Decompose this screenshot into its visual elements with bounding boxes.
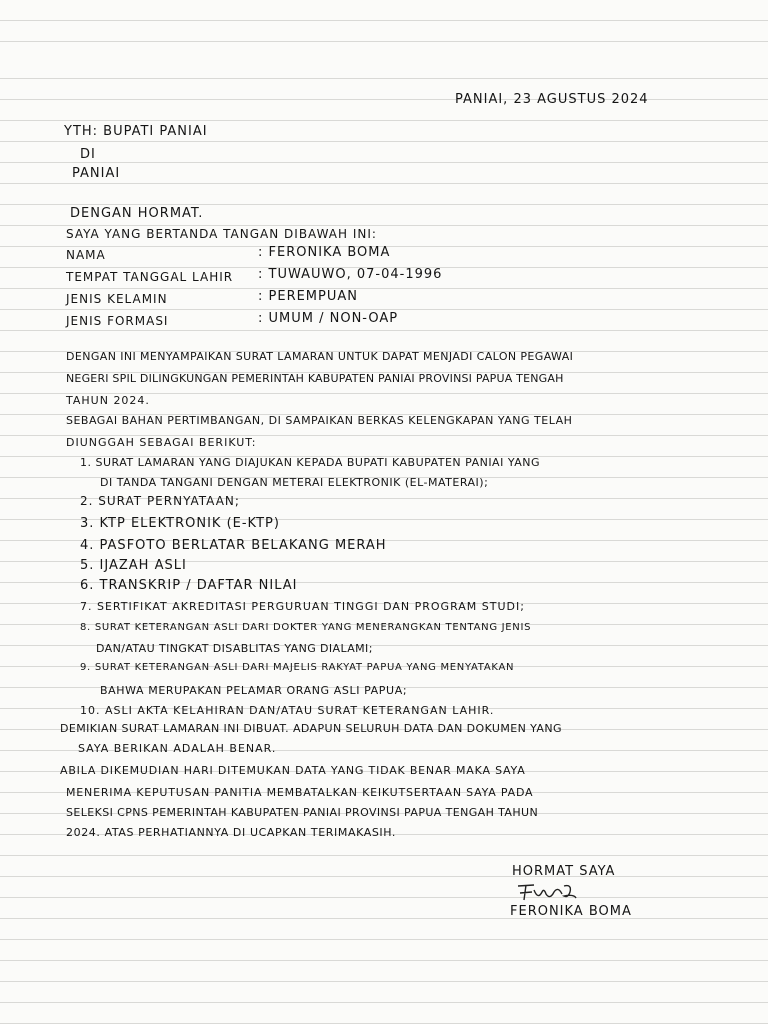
signoff: HORMAT SAYA xyxy=(512,864,616,879)
field-label: JENIS FORMASI xyxy=(66,314,169,328)
signature-name: FERONIKA BOMA xyxy=(510,904,632,919)
list-item: 2. SURAT PERNYATAAN; xyxy=(80,494,240,508)
list-item: 10. ASLI AKTA KELAHIRAN DAN/ATAU SURAT KETERANGAN LAHIR. xyxy=(80,704,495,717)
recipient-line: DI xyxy=(80,147,96,162)
list-item: 1. SURAT LAMARAN YANG DIAJUKAN KEPADA BUPATI KABUPATEN PANIAI YANG xyxy=(80,456,540,469)
field-value: : PEREMPUAN xyxy=(258,289,359,304)
body-line: DIUNGGAH SEBAGAI BERIKUT: xyxy=(66,436,257,449)
closing-line: SAYA BERIKAN ADALAH BENAR. xyxy=(78,742,277,755)
list-item: 3. KTP ELEKTRONIK (E-KTP) xyxy=(80,516,280,531)
body-line: TAHUN 2024. xyxy=(66,394,150,407)
list-item: DI TANDA TANGANI DENGAN METERAI ELEKTRONIK (EL-MATERAI); xyxy=(100,476,489,489)
field-value: : UMUM / NON-OAP xyxy=(258,311,399,326)
list-item: 5. IJAZAH ASLI xyxy=(80,558,187,573)
place-date: PANIAI, 23 AGUSTUS 2024 xyxy=(455,92,649,107)
field-value: : FERONIKA BOMA xyxy=(258,245,391,260)
salutation: DENGAN HORMAT. xyxy=(70,206,204,221)
intro-line: SAYA YANG BERTANDA TANGAN DIBAWAH INI: xyxy=(66,227,377,241)
closing-line: ABILA DIKEMUDIAN HARI DITEMUKAN DATA YANG TIDAK BENAR MAKA SAYA xyxy=(60,764,526,777)
closing-line: MENERIMA KEPUTUSAN PANITIA MEMBATALKAN KEIKUTSERTAAN SAYA PADA xyxy=(66,786,534,799)
list-item: 6. TRANSKRIP / DAFTAR NILAI xyxy=(80,578,298,593)
body-line: NEGERI SPIL DILINGKUNGAN PEMERINTAH KABUPATEN PANIAI PROVINSI PAPUA TENGAH xyxy=(66,372,564,385)
body-line: DENGAN INI MENYAMPAIKAN SURAT LAMARAN UNTUK DAPAT MENJADI CALON PEGAWAI xyxy=(66,350,574,363)
recipient-line: YTH: BUPATI PANIAI xyxy=(64,124,208,139)
recipient-line: PANIAI xyxy=(72,166,121,181)
list-item: 9. SURAT KETERANGAN ASLI DARI MAJELIS RAKYAT PAPUA YANG MENYATAKAN xyxy=(80,662,515,673)
list-item: 7. SERTIFIKAT AKREDITASI PERGURUAN TINGGI DAN PROGRAM STUDI; xyxy=(80,600,525,613)
list-item: 4. PASFOTO BERLATAR BELAKANG MERAH xyxy=(80,538,387,553)
closing-line: DEMIKIAN SURAT LAMARAN INI DIBUAT. ADAPUN SELURUH DATA DAN DOKUMEN YANG xyxy=(60,722,562,735)
closing-line: 2024. ATAS PERHATIANNYA DI UCAPKAN TERIMAKASIH. xyxy=(66,826,397,839)
list-item: 8. SURAT KETERANGAN ASLI DARI DOKTER YANG MENERANGKAN TENTANG JENIS xyxy=(80,622,532,633)
closing-line: SELEKSI CPNS PEMERINTAH KABUPATEN PANIAI PROVINSI PAPUA TENGAH TAHUN xyxy=(66,806,539,819)
handwritten-signature xyxy=(514,880,584,904)
list-item: DAN/ATAU TINGKAT DISABLITAS YANG DIALAMI; xyxy=(96,642,373,655)
field-value: : TUWAUWO, 07-04-1996 xyxy=(258,267,443,282)
list-item: BAHWA MERUPAKAN PELAMAR ORANG ASLI PAPUA; xyxy=(100,684,408,697)
field-label: JENIS KELAMIN xyxy=(66,292,168,306)
field-label: NAMA xyxy=(66,248,106,262)
field-label: TEMPAT TANGGAL LAHIR xyxy=(66,270,234,284)
body-line: SEBAGAI BAHAN PERTIMBANGAN, DI SAMPAIKAN BERKAS KELENGKAPAN YANG TELAH xyxy=(66,414,573,427)
